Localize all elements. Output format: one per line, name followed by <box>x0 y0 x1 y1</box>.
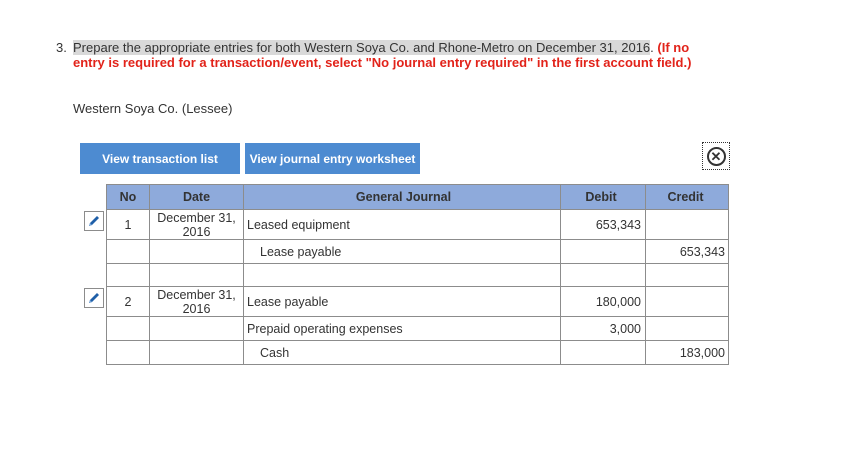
row-date <box>150 341 244 365</box>
close-glyph: ✕ <box>710 148 722 164</box>
edit-entry-2-button[interactable] <box>84 288 104 308</box>
question-number: 3. <box>56 40 67 55</box>
row-account[interactable]: Lease payable <box>244 240 561 264</box>
pencil-icon <box>87 214 101 228</box>
row-date <box>150 264 244 287</box>
table-row <box>107 317 729 341</box>
row-no <box>107 240 150 264</box>
row-date <box>150 317 244 341</box>
question-instruction: (If no entry is required for a transaction/event, select "No journal entry required" in the first account field.) <box>73 40 692 70</box>
table-row <box>107 210 729 240</box>
row-credit[interactable]: 183,000 <box>646 341 729 365</box>
view-journal-worksheet-button[interactable]: View journal entry worksheet <box>245 143 420 174</box>
row-credit[interactable] <box>646 287 729 317</box>
header-credit: Credit <box>646 185 729 210</box>
table-row <box>107 341 729 365</box>
pencil-icon <box>87 291 101 305</box>
row-account[interactable]: Lease payable <box>244 287 561 317</box>
row-account[interactable] <box>244 264 561 287</box>
row-no: 2 <box>107 287 150 317</box>
question-period: . <box>650 40 654 55</box>
row-debit[interactable]: 3,000 <box>561 317 646 341</box>
entity-subtitle: Western Soya Co. (Lessee) <box>73 101 233 116</box>
row-debit[interactable]: 180,000 <box>561 287 646 317</box>
edit-entry-1-button[interactable] <box>84 211 104 231</box>
row-debit[interactable]: 653,343 <box>561 210 646 240</box>
header-debit: Debit <box>561 185 646 210</box>
header-no: No <box>107 185 150 210</box>
row-date <box>150 240 244 264</box>
row-no <box>107 341 150 365</box>
journal-table <box>106 184 729 365</box>
row-account[interactable]: Cash <box>244 341 561 365</box>
view-transaction-list-button[interactable]: View transaction list <box>80 143 240 174</box>
row-credit[interactable] <box>646 210 729 240</box>
row-debit[interactable] <box>561 240 646 264</box>
row-debit[interactable] <box>561 341 646 365</box>
row-no <box>107 264 150 287</box>
row-debit[interactable] <box>561 264 646 287</box>
row-no <box>107 317 150 341</box>
close-button[interactable] <box>702 142 730 170</box>
table-row <box>107 287 729 317</box>
table-row <box>107 240 729 264</box>
row-no: 1 <box>107 210 150 240</box>
table-row <box>107 264 729 287</box>
row-credit[interactable]: 653,343 <box>646 240 729 264</box>
header-date: Date <box>150 185 244 210</box>
row-account[interactable]: Leased equipment <box>244 210 561 240</box>
question-highlighted-text: Prepare the appropriate entries for both Western Soya Co. and Rhone-Metro on December 31, 2016 <box>73 40 651 55</box>
row-account[interactable]: Prepaid operating expenses <box>244 317 561 341</box>
row-date: December 31, 2016 <box>150 210 244 240</box>
row-credit[interactable] <box>646 317 729 341</box>
close-icon <box>707 147 726 166</box>
journal-header-row <box>107 185 729 210</box>
question-text <box>73 40 693 70</box>
row-date: December 31, 2016 <box>150 287 244 317</box>
row-credit[interactable] <box>646 264 729 287</box>
header-general-journal: General Journal <box>244 185 561 210</box>
